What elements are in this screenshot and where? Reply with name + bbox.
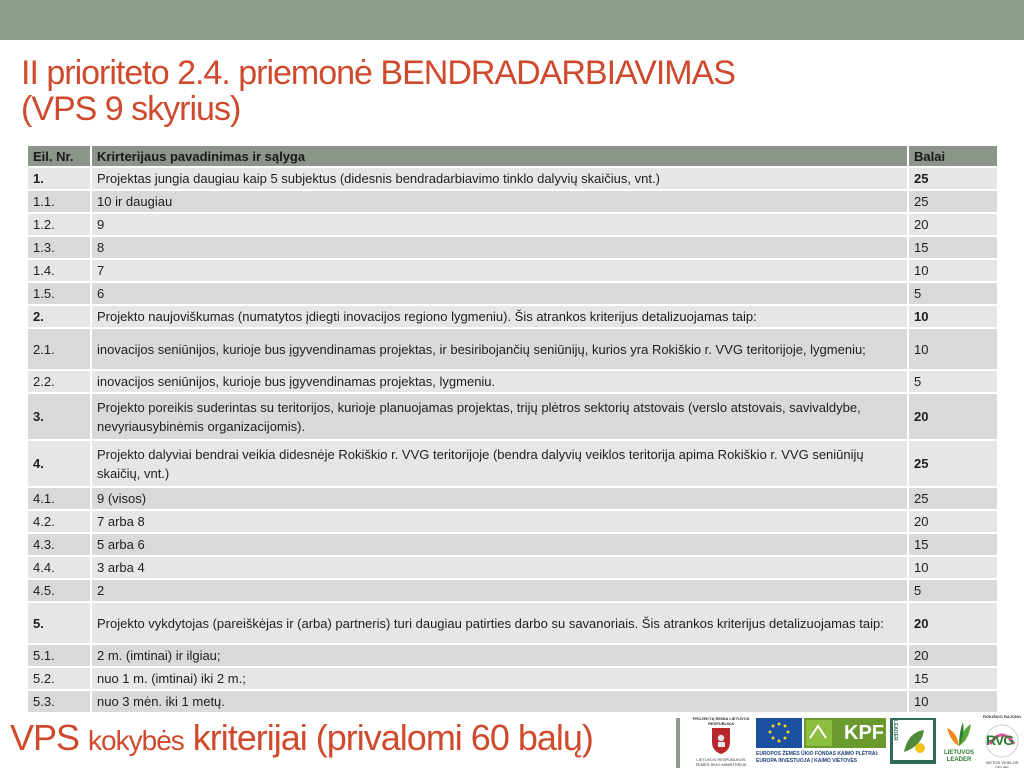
cell-points: 20 bbox=[908, 602, 998, 644]
kpf-text: KPF bbox=[844, 722, 884, 744]
table-row bbox=[27, 690, 998, 713]
cell-criterion: 8 bbox=[91, 236, 908, 259]
cell-criterion: 2 m. (imtinai) ir ilgiau; bbox=[91, 644, 908, 667]
lietuvos-leader-logo bbox=[942, 716, 976, 768]
cell-number: 3. bbox=[27, 393, 91, 440]
cell-number: 2.1. bbox=[27, 328, 91, 370]
cell-number: 1.3. bbox=[27, 236, 91, 259]
cell-points: 10 bbox=[908, 328, 998, 370]
cell-criterion: 3 arba 4 bbox=[91, 556, 908, 579]
cell-criterion: Projekto vykdytojas (pareiškėjas ir (arba) partneris) turi daugiau patirties darbo su savanoriais. Šis atrankos kriterijus detalizuojamas taip: bbox=[91, 602, 908, 644]
cell-number: 5.2. bbox=[27, 667, 91, 690]
cell-number: 1. bbox=[27, 167, 91, 190]
cell-number: 4.1. bbox=[27, 487, 91, 510]
bottom-title-part3: kriterijai (privalomi 60 balų) bbox=[183, 717, 593, 758]
bottom-title-part1: VPS bbox=[10, 717, 89, 758]
slide-title bbox=[21, 55, 981, 127]
cell-number: 1.5. bbox=[27, 282, 91, 305]
table-row bbox=[27, 236, 998, 259]
cell-number: 4.2. bbox=[27, 510, 91, 533]
table-row bbox=[27, 190, 998, 213]
rokiskio-arc-text: ROKIŠKIO RAJONO bbox=[982, 714, 1021, 719]
cell-points: 10 bbox=[908, 305, 998, 328]
cell-points: 10 bbox=[908, 690, 998, 713]
ministry-top-text: PROJEKTĄ REMIA LIETUVOS RESPUBLIKA bbox=[692, 716, 750, 726]
table-row bbox=[27, 667, 998, 690]
cell-number: 5.3. bbox=[27, 690, 91, 713]
eu-caption-line2: EUROPA INVESTUOJA Į KAIMO VIETOVES bbox=[756, 758, 858, 764]
cell-points: 5 bbox=[908, 370, 998, 393]
cell-points: 25 bbox=[908, 440, 998, 487]
cell-criterion: 7 bbox=[91, 259, 908, 282]
eu-caption-line1: EUROPOS ŽEMĖS ŪKIO FONDAS KAIMO PLĖTRAI: bbox=[756, 751, 879, 757]
table-row bbox=[27, 328, 998, 370]
cell-points: 20 bbox=[908, 213, 998, 236]
cell-criterion: Projekto poreikis suderintas su teritorijos, kurioje planuojamas projektas, trijų plėtros sektorių atstovais (verslo atstovais, savivaldybe, nevyriausybinėmis organizacijomis). bbox=[91, 393, 908, 440]
cell-criterion: 5 arba 6 bbox=[91, 533, 908, 556]
table-row bbox=[27, 305, 998, 328]
table-row bbox=[27, 282, 998, 305]
cell-points: 25 bbox=[908, 190, 998, 213]
cell-criterion: nuo 3 mėn. iki 1 metų. bbox=[91, 690, 908, 713]
sprout-icon bbox=[942, 716, 976, 750]
logo-divider bbox=[676, 718, 680, 768]
logo-strip bbox=[690, 714, 1024, 768]
table-row bbox=[27, 259, 998, 282]
table-row bbox=[27, 370, 998, 393]
cell-number: 1.4. bbox=[27, 259, 91, 282]
table-row bbox=[27, 556, 998, 579]
cell-number: 5.1. bbox=[27, 644, 91, 667]
cell-number: 5. bbox=[27, 602, 91, 644]
header-points: Balai bbox=[908, 145, 998, 167]
cell-number: 4.3. bbox=[27, 533, 91, 556]
header-criterion: Krirterijaus pavadinimas ir sąlyga bbox=[91, 145, 908, 167]
table-row bbox=[27, 644, 998, 667]
rokiskio-vvg-logo bbox=[980, 714, 1024, 768]
cell-criterion: 9 (visos) bbox=[91, 487, 908, 510]
table-header-row bbox=[27, 145, 998, 167]
cell-criterion: 10 ir daugiau bbox=[91, 190, 908, 213]
slide-title-line1: II prioriteto 2.4. priemonė BENDRADARBIAVIMAS bbox=[21, 54, 735, 92]
leader-side-text: LEADER bbox=[892, 720, 898, 741]
criteria-table bbox=[26, 144, 999, 714]
cell-number: 1.2. bbox=[27, 213, 91, 236]
ministry-logo bbox=[690, 714, 752, 768]
bottom-title bbox=[10, 716, 593, 763]
lietuvos-leader-line2: LEADER bbox=[946, 757, 972, 763]
cell-criterion: 2 bbox=[91, 579, 908, 602]
cell-points: 20 bbox=[908, 644, 998, 667]
leader-logo bbox=[890, 718, 936, 764]
cell-points: 10 bbox=[908, 259, 998, 282]
cell-points: 5 bbox=[908, 282, 998, 305]
cell-criterion: Projekto naujoviškumas (numatytos įdiegti inovacijos regiono lygmeniu). Šis atrankos kriterijus detalizuojamas taip: bbox=[91, 305, 908, 328]
table-row bbox=[27, 533, 998, 556]
cell-number: 1.1. bbox=[27, 190, 91, 213]
cell-points: 25 bbox=[908, 167, 998, 190]
table-row bbox=[27, 579, 998, 602]
cell-criterion: nuo 1 m. (imtinai) iki 2 m.; bbox=[91, 667, 908, 690]
lietuvos-leader-line1: LIETUVOS bbox=[943, 750, 974, 756]
table-row bbox=[27, 440, 998, 487]
table-row bbox=[27, 487, 998, 510]
cell-number: 4.4. bbox=[27, 556, 91, 579]
cell-number: 4.5. bbox=[27, 579, 91, 602]
slide-title-line2: (VPS 9 skyrius) bbox=[21, 90, 241, 128]
cell-points: 15 bbox=[908, 667, 998, 690]
cell-criterion: 9 bbox=[91, 213, 908, 236]
cell-points: 15 bbox=[908, 236, 998, 259]
cell-criterion: Projektas jungia daugiau kaip 5 subjektus (didesnis bendradarbiavimo tinklo dalyvių skaičius, vnt.) bbox=[91, 167, 908, 190]
cell-points: 15 bbox=[908, 533, 998, 556]
table-row bbox=[27, 167, 998, 190]
cell-criterion: inovacijos seniūnijos, kurioje bus įgyvendinamas projektas, ir besiribojančių seniūnijų, kurios yra Rokiškio r. VVG teritorijoje, lygmeniu; bbox=[91, 328, 908, 370]
table-row bbox=[27, 213, 998, 236]
bottom-title-part2: kokybės bbox=[88, 725, 184, 756]
table-row bbox=[27, 602, 998, 644]
rokiskio-arc-bottom-text: VIETOS VEIKLOS GRUPĖ bbox=[985, 760, 1019, 768]
eu-fund-logo bbox=[756, 718, 886, 768]
header-no: Eil. Nr. bbox=[27, 145, 91, 167]
cell-number: 4. bbox=[27, 440, 91, 487]
rvg-text: RVG bbox=[986, 732, 1014, 748]
cell-points: 25 bbox=[908, 487, 998, 510]
cell-criterion: inovacijos seniūnijos, kurioje bus įgyvendinamas projektas, lygmeniu. bbox=[91, 370, 908, 393]
cell-points: 20 bbox=[908, 510, 998, 533]
cell-points: 5 bbox=[908, 579, 998, 602]
cell-points: 10 bbox=[908, 556, 998, 579]
cell-criterion: 6 bbox=[91, 282, 908, 305]
cell-points: 20 bbox=[908, 393, 998, 440]
cell-criterion: Projekto dalyviai bendrai veikia didesnėje Rokiškio r. VVG teritorijoje (bendra dalyvių veiklos teritorija apima Rokiškio r. VVG seniūnijų skaičių, vnt.) bbox=[91, 440, 908, 487]
top-band bbox=[0, 0, 1024, 40]
table-row bbox=[27, 510, 998, 533]
cell-number: 2. bbox=[27, 305, 91, 328]
ministry-bottom-text: LIETUVOS RESPUBLIKOS ŽEMĖS ŪKIO MINISTERIJA bbox=[695, 757, 747, 767]
cell-criterion: 7 arba 8 bbox=[91, 510, 908, 533]
cell-number: 2.2. bbox=[27, 370, 91, 393]
table-row bbox=[27, 393, 998, 440]
